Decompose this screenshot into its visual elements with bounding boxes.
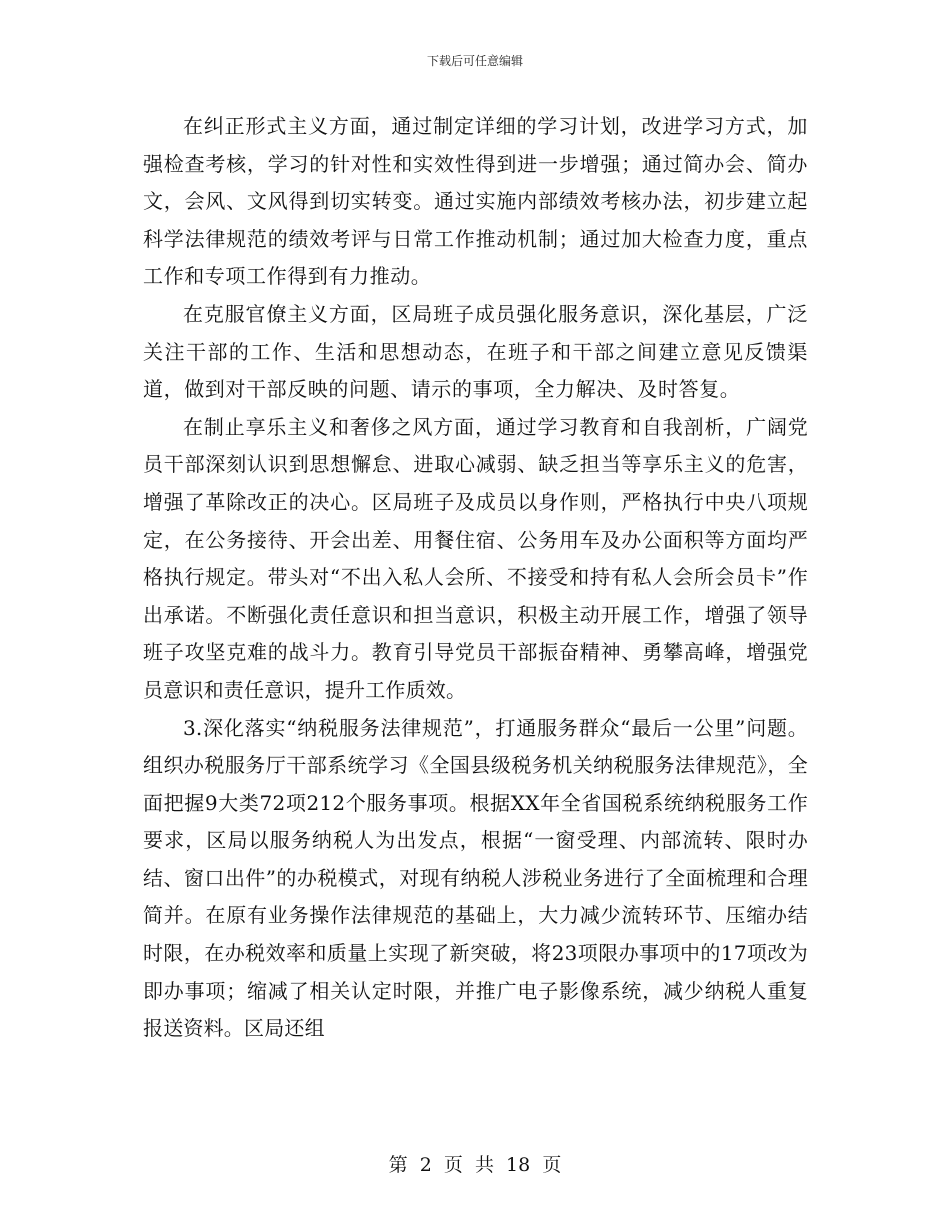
- paragraph-formalism: 在纠正形式主义方面，通过制定详细的学习计划，改进学习方式，加强检查考核，学习的针对性和实效性得到进一步增强；通过简办会、简办文，会风、文风得到切实转变。通过实施内部绩效考核办法，初步建立起科学法律规范的绩效考评与日常工作推动机制；通过加大检查力度，重点工作和专项工作得到有力推动。: [143, 114, 808, 289]
- page-header: 下载后可任意编辑: [426, 54, 523, 68]
- paragraph-bureaucratism: 在克服官僚主义方面，区局班子成员强化服务意识，深化基层，广泛关注干部的工作、生活和思想动态，在班子和干部之间建立意见反馈渠道，做到对干部反映的问题、请示的事项，全力解决、及时答复。: [143, 301, 808, 402]
- document-body: [143, 108, 808, 1048]
- page-number-footer: 第 2 页 共 18 页: [388, 1154, 562, 1176]
- paragraph-tax-service: 3.深化落实“纳税服务法律规范”，打通服务群众“最后一公里”问题。组织办税服务厅干部系统学习《全国县级税务机关纳税服务法律规范》，全面把握9大类72项212个服务事项。根据XX年全省国税系统纳税服务工作要求，区局以服务纳税人为出发点，根据“一窗受理、内部流转、限时办结、窗口出件”的办税模式，对现有纳税人涉税业务进行了全面梳理和合理简并。在原有业务操作法律规范的基础上，大力减少流转环节、压缩办结时限，在办税效率和质量上实现了新突破，将23项限办事项中的17项改为即办事项；缩减了相关认定时限，并推广电子影像系统，减少纳税人重复报送资料。区局还组: [143, 715, 808, 1041]
- paragraph-hedonism: 在制止享乐主义和奢侈之风方面，通过学习教育和自我剖析，广阔党员干部深刻认识到思想懈怠、进取心减弱、缺乏担当等享乐主义的危害，增强了革除改正的决心。区局班子及成员以身作则，严格执行中央八项规定，在公务接待、开会出差、用餐住宿、公务用车及办公面积等方面均严格执行规定。带头对“不出入私人会所、不接受和持有私人会所会员卡”作出承诺。不断强化责任意识和担当意识，积极主动开展工作，增强了领导班子攻坚克难的战斗力。教育引导党员干部振奋精神、勇攀高峰，增强党员意识和责任意识，提升工作质效。: [143, 414, 808, 702]
